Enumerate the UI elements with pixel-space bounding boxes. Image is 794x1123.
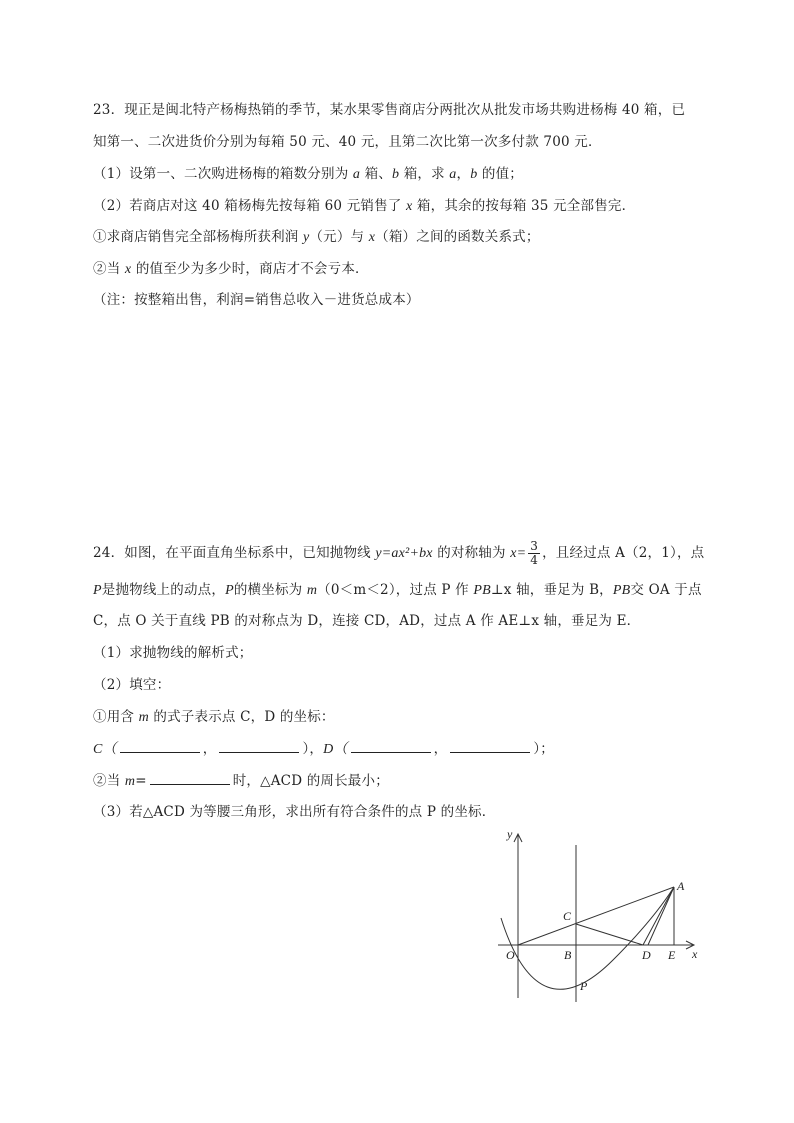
label-b: B: [564, 948, 572, 962]
answer-blank-dy[interactable]: [450, 738, 530, 753]
q23-part2: （2）若商店对这 40 箱杨梅先按每箱 60 元销售了 x 箱，其余的按每箱 35 元全部售完．: [93, 198, 636, 214]
label-o: O: [506, 948, 515, 962]
segment-oa: [518, 887, 674, 945]
answer-blank-m[interactable]: [150, 770, 230, 785]
q23-part1: （1）设第一、二次购进杨梅的箱数分别为 a 箱、b 箱，求 a，b 的值；: [93, 166, 523, 182]
fraction-three-quarters: $\frac{3}{4}$: [530, 539, 539, 567]
label-c: C: [563, 909, 572, 923]
q23-part2-2: ②当 x 的值至少为多少时，商店才不会亏本．: [93, 261, 369, 277]
q24-coordinates: C（ ， ），D（ ， ）；: [93, 738, 554, 760]
label-a: A: [677, 879, 685, 893]
q23-note: （注：按整箱出售，利润=销售总收入－进货总成本）: [93, 292, 420, 308]
q23-line2: 知第一、二次进货价分别为每箱 50 元、40 元，且第二次比第一次多付款 700 元．: [93, 134, 602, 150]
label-p: P: [580, 979, 588, 993]
answer-blank-cy[interactable]: [219, 738, 299, 753]
q24-part2: （2）填空：: [93, 677, 171, 693]
q24-line2: P是抛物线上的动点，P的横坐标为 m（0＜m＜2），过点 P 作 PB⊥x 轴，垂足为 B，PB交 OA 于点: [93, 582, 702, 598]
label-e: E: [668, 948, 676, 962]
q24-part3: （3）若△ACD 为等腰三角形，求出所有符合条件的点 P 的坐标．: [93, 804, 496, 820]
q23-part2-1: ①求商店销售完全部杨梅所获利润 y（元）与 x（箱）之间的函数关系式；: [93, 229, 540, 245]
parabola: [501, 887, 674, 989]
label-x: x: [692, 947, 698, 961]
q24-part1: （1）求抛物线的解析式；: [93, 645, 253, 661]
answer-blank-dx[interactable]: [351, 738, 431, 753]
q24-part2-1: ①用含 m 的式子表示点 C，D 的坐标：: [93, 709, 335, 725]
segment-ad: [643, 887, 674, 945]
q23-line1: 23．现正是闽北特产杨梅热销的季节，某水果零售商店分两批次从批发市场共购进杨梅 40 箱，已: [93, 102, 686, 118]
q24-line3: C，点 O 关于直线 PB 的对称点为 D，连接 CD，AD，过点 A 作 AE⊥x 轴，垂足为 E．: [93, 613, 641, 629]
label-d: D: [642, 948, 651, 962]
answer-blank-cx[interactable]: [120, 738, 200, 753]
label-y: y: [507, 827, 513, 841]
coordinate-figure: [493, 820, 713, 1010]
q24-line1: 24．如图，在平面直角坐标系中，已知抛物线 y=ax²+bx 的对称轴为 x= $\frac{3}{4}$ ，且经过点 A（2，1），点: [93, 539, 705, 567]
segment-cd: [576, 924, 643, 945]
q24-part2-2: ②当 m= 时，△ACD 的周长最小；: [93, 770, 389, 792]
